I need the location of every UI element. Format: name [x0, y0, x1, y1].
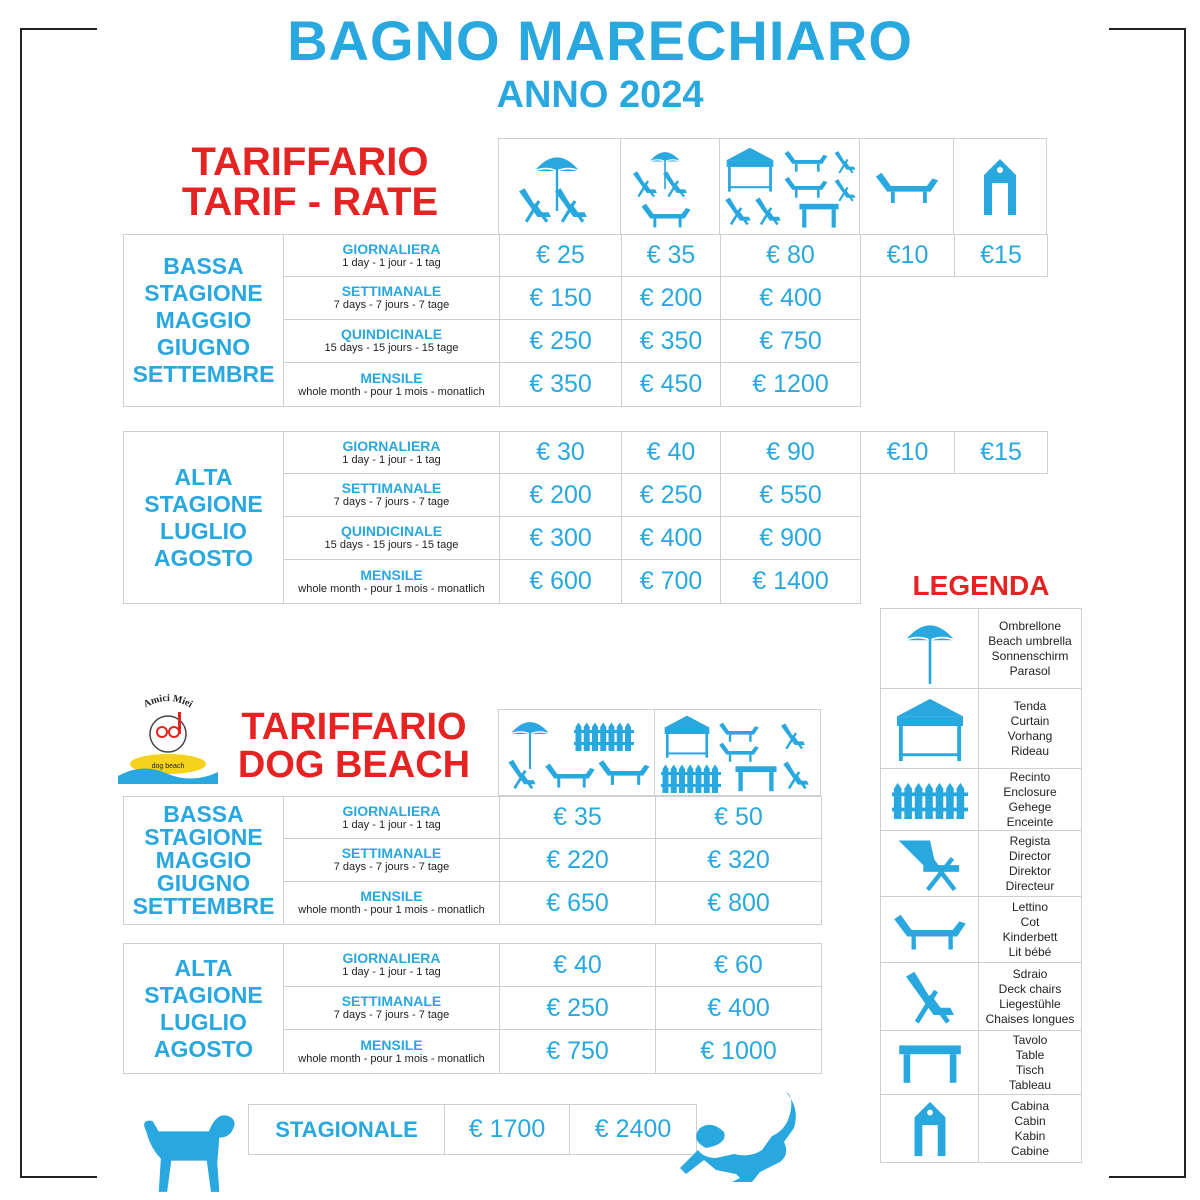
legend-line: Beach umbrella — [988, 633, 1072, 648]
playing-dog-silhouette-icon — [676, 1088, 800, 1189]
period-type: MENSILE — [360, 1036, 423, 1053]
period-type: QUINDICINALE — [340, 523, 443, 539]
price-cell: € 250 — [500, 320, 622, 363]
price-cell: € 50 — [656, 797, 822, 839]
season-line: LUGLIO — [160, 517, 247, 544]
umbrella-fence-sunbeds-icon — [499, 710, 655, 796]
legend-line: Cabin — [1014, 1113, 1046, 1128]
season-line: ALTA — [174, 954, 233, 981]
legend-line: Lit bébé — [1008, 944, 1052, 959]
empty-cell — [861, 517, 1048, 560]
tariff-table-low-season — [123, 234, 1048, 407]
price-cell: € 350 — [500, 363, 622, 407]
legend-label — [979, 963, 1082, 1031]
dog-table-low-season — [123, 796, 822, 925]
price-cell: € 300 — [500, 517, 622, 560]
season-label — [124, 235, 284, 407]
season-label — [124, 797, 284, 925]
price-cell: € 1700 — [445, 1105, 570, 1155]
legend-line: Chaises longues — [985, 1011, 1075, 1026]
price-cell: € 35 — [500, 797, 656, 839]
legend-line: Directeur — [1005, 878, 1055, 893]
tent-deckchairs-sunbeds-table-icon — [720, 139, 860, 235]
price-cell: € 320 — [656, 839, 822, 882]
season-line: AGOSTO — [153, 544, 254, 571]
period-cell — [284, 797, 500, 839]
legend-line: Lettino — [1011, 899, 1049, 914]
tariff-icon-header — [498, 138, 1047, 235]
period-cell — [284, 432, 500, 474]
season-line: SETTEMBRE — [132, 893, 275, 919]
legend-table — [880, 608, 1082, 1163]
legend-title: LEGENDA — [912, 570, 1050, 601]
legend-line: Tenda — [1013, 698, 1047, 713]
legend-line: Ombrellone — [998, 618, 1062, 633]
dog-title-line1: TARIFFARIO — [241, 706, 467, 748]
legend-line: Curtain — [1010, 713, 1050, 728]
price-cell: € 400 — [721, 277, 861, 320]
legend-line: Enclosure — [1003, 784, 1057, 799]
legend-line: Cot — [1020, 914, 1040, 929]
season-line: AGOSTO — [153, 1035, 254, 1062]
period-cell — [284, 882, 500, 925]
legend-row — [881, 769, 1082, 831]
legend-line: Cabine — [1010, 1143, 1050, 1158]
period-type: GIORNALIERA — [342, 240, 441, 257]
price-cell: € 90 — [721, 432, 861, 474]
legend-label — [979, 609, 1082, 689]
sunbed-icon — [860, 139, 954, 235]
price-cell: € 250 — [622, 474, 721, 517]
price-cell: € 350 — [622, 320, 721, 363]
director-chair-icon — [881, 831, 979, 897]
price-cell: € 750 — [500, 1030, 656, 1074]
period-cell — [284, 560, 500, 604]
price-cell: € 1200 — [721, 363, 861, 407]
season-label — [124, 944, 284, 1074]
frame-right-bracket — [1109, 28, 1186, 1178]
period-cell — [284, 320, 500, 363]
empty-cell — [861, 363, 1048, 407]
price-cell: € 200 — [500, 474, 622, 517]
table-row — [124, 944, 822, 987]
legend-line: Enceinte — [1006, 814, 1054, 829]
tariff-title — [130, 142, 490, 222]
sunbed-icon — [881, 897, 979, 963]
period-desc: whole month - pour 1 mois - monatlich — [298, 385, 485, 398]
legend-label — [979, 831, 1082, 897]
price-cell: €15 — [955, 235, 1048, 277]
price-cell: €15 — [955, 432, 1048, 474]
frame-left-bracket — [20, 28, 97, 1178]
empty-cell — [861, 320, 1048, 363]
legend-line: Recinto — [1009, 769, 1051, 784]
period-type: SETTIMANALE — [341, 993, 442, 1009]
period-type: MENSILE — [360, 566, 423, 583]
legend-row — [881, 689, 1082, 769]
period-type: SETTIMANALE — [341, 845, 442, 861]
legend-line: Tavolo — [1012, 1032, 1048, 1047]
legend-label — [979, 1031, 1082, 1095]
period-type: GIORNALIERA — [342, 802, 441, 819]
dog-beach-logo — [118, 686, 218, 790]
season-line: BASSA — [163, 253, 244, 279]
legend-row — [881, 1095, 1082, 1163]
price-cell: € 750 — [721, 320, 861, 363]
page-subtitle: ANNO 2024 — [496, 74, 704, 116]
season-line: MAGGIO — [155, 847, 252, 873]
legend-line: Kabin — [1014, 1128, 1046, 1143]
season-line: GIUGNO — [156, 334, 251, 360]
price-cell: € 400 — [622, 517, 721, 560]
period-desc: 7 days - 7 jours - 7 tage — [333, 299, 450, 311]
legend-line: Kinderbett — [1002, 929, 1058, 944]
price-cell: € 250 — [500, 987, 656, 1030]
season-line: GIUGNO — [156, 870, 251, 896]
empty-cell — [861, 474, 1048, 517]
season-line: STAGIONE — [144, 280, 263, 306]
table-row — [124, 432, 1048, 474]
legend-line: Parasol — [1009, 663, 1051, 678]
period-type: SETTIMANALE — [341, 283, 442, 299]
svg-text:dog beach: dog beach — [151, 763, 185, 770]
dog-silhouette-icon — [134, 1100, 242, 1199]
svg-text:Amici Miei: Amici Miei — [141, 692, 195, 711]
legend-line: Liegestühle — [999, 996, 1061, 1011]
period-type: GIORNALIERA — [342, 437, 441, 454]
dog-table-high-season — [123, 943, 822, 1074]
dog-title-line2: DOG BEACH — [237, 744, 471, 786]
price-cell: € 400 — [656, 987, 822, 1030]
cabin-icon — [954, 139, 1047, 235]
legend-line: Tableau — [1008, 1077, 1052, 1092]
period-cell — [284, 944, 500, 987]
period-desc: whole month - pour 1 mois - monatlich — [298, 582, 485, 595]
price-cell: € 220 — [500, 839, 656, 882]
price-cell: € 650 — [500, 882, 656, 925]
legend-row — [881, 831, 1082, 897]
legend-label — [979, 1095, 1082, 1163]
legend-row — [881, 1031, 1082, 1095]
season-line: BASSA — [163, 801, 244, 827]
price-cell: €10 — [861, 432, 955, 474]
empty-cell — [861, 277, 1048, 320]
table-row — [249, 1105, 697, 1155]
legend-line: Tisch — [1015, 1062, 1045, 1077]
price-cell: € 450 — [622, 363, 721, 407]
price-cell: € 60 — [656, 944, 822, 987]
price-cell: € 1400 — [721, 560, 861, 604]
period-type: MENSILE — [360, 888, 423, 904]
period-cell — [284, 1030, 500, 1074]
period-cell — [284, 987, 500, 1030]
legend-label — [979, 769, 1082, 831]
tariff-title-line1: TARIFFARIO — [191, 140, 429, 184]
tent-icon — [881, 689, 979, 769]
legend-line: Deck chairs — [998, 981, 1062, 996]
price-cell: € 200 — [622, 277, 721, 320]
period-desc: whole month - pour 1 mois - monatlich — [298, 1052, 485, 1065]
period-desc: 1 day - 1 jour - 1 tag — [342, 818, 441, 831]
legend-row — [881, 963, 1082, 1031]
period-cell — [284, 474, 500, 517]
season-line: STAGIONE — [144, 824, 263, 850]
umbrella-icon — [881, 609, 979, 689]
seasonal-table — [248, 1104, 697, 1155]
price-cell: €10 — [861, 235, 955, 277]
season-line: LUGLIO — [160, 1008, 247, 1035]
tariff-title-line2: TARIF - RATE — [181, 180, 439, 224]
deckchair-icon — [881, 963, 979, 1031]
season-label — [124, 432, 284, 604]
period-desc: 15 days - 15 jours - 15 tage — [324, 539, 459, 551]
price-cell: € 1000 — [656, 1030, 822, 1074]
price-cell: € 700 — [622, 560, 721, 604]
page-title: BAGNO MARECHIARO — [287, 9, 913, 72]
legend-line: Regista — [1009, 833, 1051, 848]
legend-line: Vorhang — [1007, 728, 1053, 743]
legend-line: Director — [1008, 848, 1051, 863]
price-cell: € 25 — [500, 235, 622, 277]
legend-line: Cabina — [1010, 1098, 1050, 1113]
price-cell: € 900 — [721, 517, 861, 560]
price-cell: € 30 — [500, 432, 622, 474]
price-cell: € 600 — [500, 560, 622, 604]
table-row — [124, 235, 1048, 277]
period-desc: 7 days - 7 jours - 7 tage — [333, 496, 450, 508]
seasonal-label: STAGIONALE — [249, 1105, 445, 1155]
table-row — [124, 797, 822, 839]
legend-line: Direktor — [1008, 863, 1051, 878]
season-line: ALTA — [174, 463, 233, 490]
season-line: STAGIONE — [144, 981, 263, 1008]
period-cell — [284, 839, 500, 882]
period-type: GIORNALIERA — [342, 950, 441, 966]
legend-label — [979, 897, 1082, 963]
price-cell: € 800 — [656, 882, 822, 925]
cabin-icon — [881, 1095, 979, 1163]
period-desc: 1 day - 1 jour - 1 tag — [342, 453, 441, 466]
price-cell: € 40 — [500, 944, 656, 987]
price-cell: € 80 — [721, 235, 861, 277]
price-cell: € 40 — [622, 432, 721, 474]
season-line: MAGGIO — [155, 307, 252, 333]
legend-line: Sonnenschirm — [991, 648, 1069, 663]
legend-line: Rideau — [1010, 743, 1050, 758]
legend-row — [881, 609, 1082, 689]
period-desc: 7 days - 7 jours - 7 tage — [333, 1009, 450, 1021]
period-desc: 7 days - 7 jours - 7 tage — [333, 861, 450, 873]
legend-line: Gehege — [1008, 799, 1052, 814]
price-cell: € 550 — [721, 474, 861, 517]
period-desc: 1 day - 1 jour - 1 tag — [342, 966, 441, 978]
period-cell — [284, 363, 500, 407]
period-cell — [284, 235, 500, 277]
umbrella-deckchairs-sunbed-icon — [621, 139, 720, 235]
tent-fence-sunbeds-table-icon — [655, 710, 821, 796]
period-cell — [284, 517, 500, 560]
dog-icon-header — [498, 709, 821, 796]
price-cell: € 35 — [622, 235, 721, 277]
legend-label — [979, 689, 1082, 769]
legend-line: Sdraio — [1012, 966, 1048, 981]
table-icon — [881, 1031, 979, 1095]
season-line: SETTEMBRE — [132, 361, 275, 387]
period-desc: whole month - pour 1 mois - monatlich — [298, 904, 485, 916]
period-type: MENSILE — [360, 369, 423, 386]
period-desc: 1 day - 1 jour - 1 tag — [342, 256, 441, 269]
legend-line: Table — [1015, 1047, 1045, 1062]
period-type: SETTIMANALE — [341, 480, 442, 496]
period-type: QUINDICINALE — [340, 326, 443, 342]
dog-tariff-title — [218, 708, 490, 784]
period-desc: 15 days - 15 jours - 15 tage — [324, 342, 459, 354]
fence-icon — [881, 769, 979, 831]
period-cell — [284, 277, 500, 320]
price-cell: € 150 — [500, 277, 622, 320]
season-line: STAGIONE — [144, 490, 263, 517]
legend-row — [881, 897, 1082, 963]
umbrella-deckchairs-icon — [499, 139, 621, 235]
price-cell: € 2400 — [570, 1105, 697, 1155]
